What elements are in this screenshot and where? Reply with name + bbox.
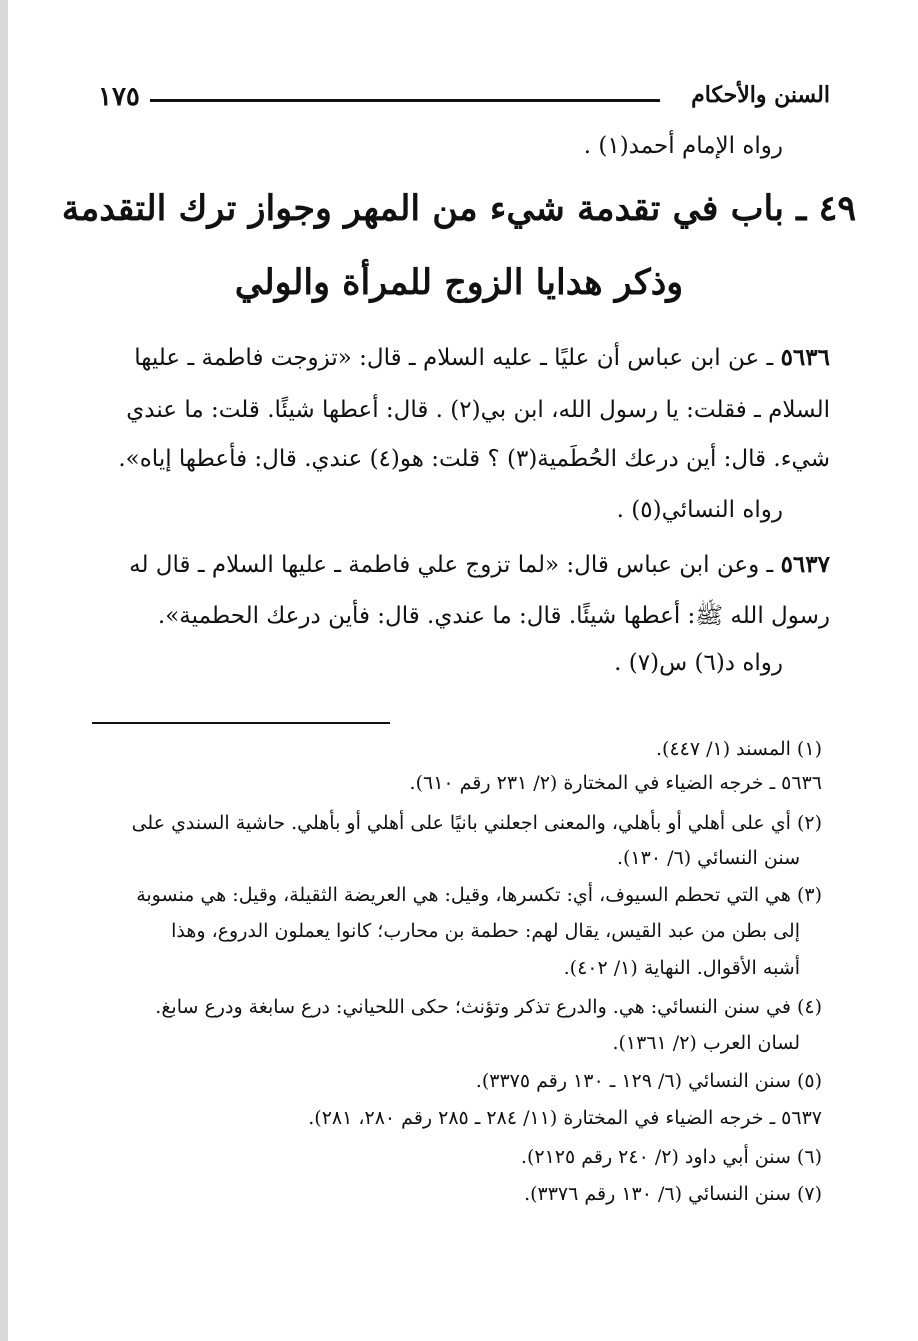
footnote-3-cont-1: إلى بطن من عبد القيس، يقال لهم: حطمة بن محارب؛ كانوا يعملون الدروع، وهذا (171, 920, 800, 942)
hadith-5637-line-2: رسول الله ﷺ: أعطها شيئًا. قال: ما عندي. قال: فأين درعك الحطمية». (157, 603, 830, 629)
hadith-5636-line-1 (98, 344, 830, 371)
running-title: السنن والأحكام (691, 82, 830, 108)
hadith-5636-narration: رواه النسائي(٥) . (616, 497, 783, 523)
footnote-1: (١) المسند (١/ ٤٤٧). (655, 738, 822, 760)
hadith-5637-narration: رواه د(٦) س(٧) . (614, 650, 783, 676)
page-number: ١٧٥ (98, 82, 140, 112)
hadith-text: ـ عن ابن عباس أن عليًا ـ عليه السلام ـ قال: «تزوجت فاطمة ـ عليها (134, 345, 774, 371)
hadith-5636-line-3: شيء. قال: أين درعك الحُطَمية(٣) ؟ قلت: هو(٤) عندي. قال: فأعطها إياه». (118, 446, 830, 472)
footnote-4: (٤) في سنن النسائي: هي. والدرع تذكر وتؤنث؛ حكى اللحياني: درع سابغة ودرع سابغ. (155, 996, 822, 1018)
hadith-5636-line-2: السلام ـ فقلت: يا رسول الله، ابن بي(٢) . قال: أعطها شيئًا. قلت: ما عندي (126, 397, 830, 423)
chapter-title-line-1: ٤٩ ـ باب في تقدمة شيء من المهر وجواز ترك التقدمة (61, 188, 857, 229)
footnote-2: (٢) أي على أهلي أو بأهلي، والمعنى اجعلني بانيًا على أهلي أو بأهلي. حاشية السندي على (131, 812, 822, 834)
hadith-5637-line-1 (98, 551, 830, 578)
footnote-5: (٥) سنن النسائي (٦/ ١٢٩ ـ ١٣٠ رقم ٣٣٧٥). (475, 1070, 822, 1092)
footnote-3-cont-2: أشبه الأقوال. النهاية (١/ ٤٠٢). (563, 957, 800, 979)
footnote-5636: ٥٦٣٦ ـ خرجه الضياء في المختارة (٢/ ٢٣١ رقم ٦١٠). (409, 772, 822, 794)
footnote-7: (٧) سنن النسائي (٦/ ١٣٠ رقم ٣٣٧٦). (524, 1183, 822, 1205)
footnote-3: (٣) هي التي تحطم السيوف، أي: تكسرها، وقيل: هي العريضة الثقيلة، وقيل: هي منسوبة (136, 884, 822, 906)
hadith-text: ـ وعن ابن عباس قال: «لما تزوج علي فاطمة ـ عليها السلام ـ قال له (129, 552, 774, 578)
hadith-number: ٥٦٣٦ (780, 344, 830, 371)
header-rule (150, 99, 660, 102)
footnote-6: (٦) سنن أبي داود (٢/ ٢٤٠ رقم ٢١٢٥). (520, 1146, 822, 1168)
intro-narration: رواه الإمام أحمد(١) . (583, 133, 783, 159)
hadith-number: ٥٦٣٧ (780, 551, 830, 578)
page-header (98, 82, 830, 122)
footnote-5637: ٥٦٣٧ ـ خرجه الضياء في المختارة (١١/ ٢٨٤ ـ ٢٨٥ رقم ٢٨٠، ٢٨١). (308, 1107, 822, 1129)
chapter-title-line-2: وذكر هدايا الزوج للمرأة والولي (234, 262, 684, 303)
footnote-4-cont: لسان العرب (٢/ ١٣٦١). (612, 1032, 800, 1054)
footnote-rule (92, 722, 390, 724)
footnote-2-cont: سنن النسائي (٦/ ١٣٠). (616, 847, 800, 869)
